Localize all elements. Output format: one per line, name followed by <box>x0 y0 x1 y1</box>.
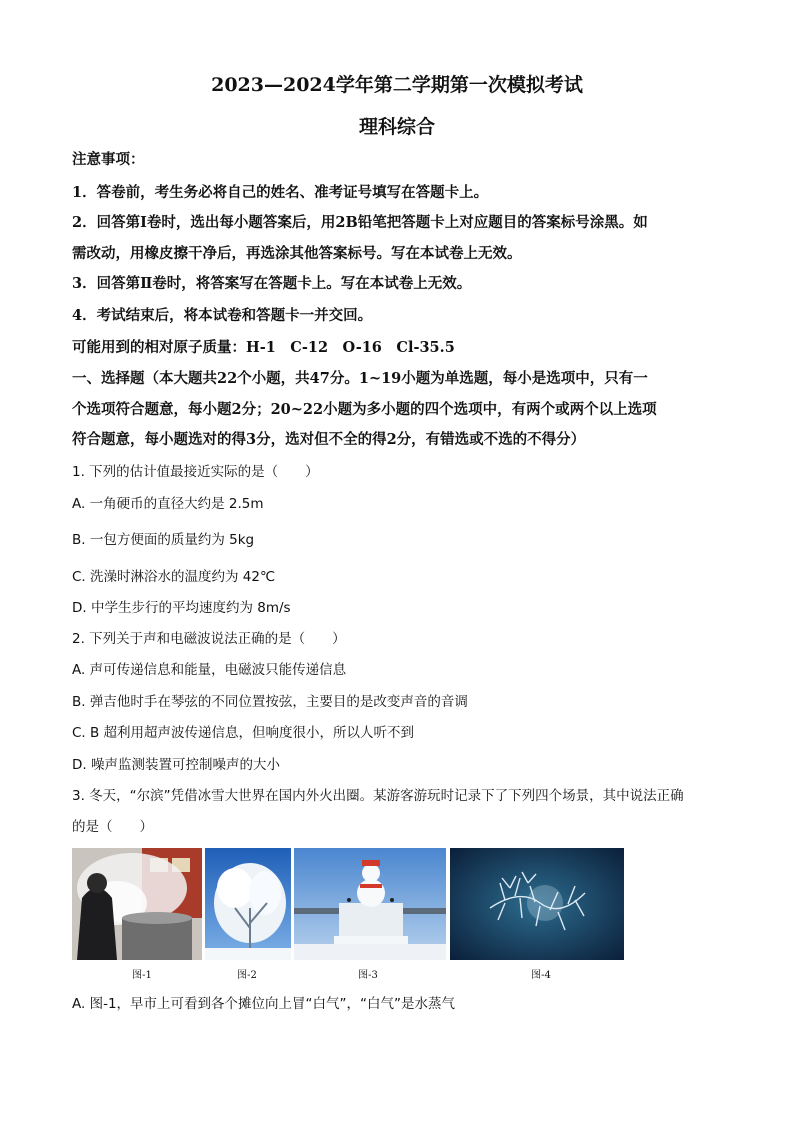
page-title: 2023—2024学年第二学期第一次模拟考试 <box>211 74 583 96</box>
q2-stem: 2. 下列关于声和电磁波说法正确的是（ ） <box>72 631 346 647</box>
notice-item-1: 1．答卷前，考生务必将自己的姓名、准考证号填写在答题卡上。 <box>72 184 489 201</box>
q3-figure-row <box>72 848 624 962</box>
figure-2-photo <box>205 848 291 960</box>
notice-item-4: 4．考试结束后，将本试卷和答题卡一并交回。 <box>72 307 373 324</box>
figure-1-caption: 图-1 <box>132 970 152 981</box>
figure-3-caption: 图-3 <box>358 970 378 981</box>
q3-option-a: A. 图-1，早市上可看到各个摊位向上冒“白气”，“白气”是水蒸气 <box>72 996 456 1012</box>
q1-option-a: A. 一角硬币的直径大约是 2.5m <box>72 496 264 512</box>
notice-item-2b: 需改动，用橡皮擦干净后，再选涂其他答案标号。写在本试卷上无效。 <box>72 245 522 262</box>
figure-4-caption: 图-4 <box>531 970 551 981</box>
notice-item-3: 3．回答第Ⅱ卷时，将答案写在答题卡上。写在本试卷上无效。 <box>72 275 472 292</box>
notice-heading: 注意事项： <box>72 151 145 168</box>
figure-3-photo <box>294 848 446 960</box>
section-heading-line-1: 一、选择题（本大题共22个小题，共47分。1~19小题为单选题，每小是选项中，只有一 <box>72 370 648 387</box>
q2-option-a: A. 声可传递信息和能量，电磁波只能传递信息 <box>72 662 347 678</box>
q2-option-d: D. 噪声监测装置可控制噪声的大小 <box>72 757 280 773</box>
notice-item-2a: 2．回答第Ⅰ卷时，选出每小题答案后，用2B铅笔把答题卡上对应题目的答案标号涂黑。如 <box>72 214 648 231</box>
section-heading-line-3: 符合题意，每小题选对的得3分，选对但不全的得2分，有错选或不选的不得分） <box>72 431 586 448</box>
q2-option-c: C. B 超利用超声波传递信息，但响度很小，所以人听不到 <box>72 725 415 741</box>
q1-option-d: D. 中学生步行的平均速度约为 8m/s <box>72 600 291 616</box>
q1-stem: 1. 下列的估计值最接近实际的是（ ） <box>72 464 319 480</box>
q1-option-b: B. 一包方便面的质量约为 5kg <box>72 532 255 548</box>
q2-option-b: B. 弹吉他时手在琴弦的不同位置按弦，主要目的是改变声音的音调 <box>72 694 468 710</box>
figure-1-photo <box>72 848 202 960</box>
q1-option-c: C. 洗澡时淋浴水的温度约为 42℃ <box>72 569 276 585</box>
figure-4-photo <box>450 848 624 960</box>
q3-stem-line-1: 3. 冬天，“尔滨”凭借冰雪大世界在国内外火出圈。某游客游玩时记录下了下列四个场景，其中说法正确 <box>72 788 684 804</box>
page-subtitle: 理科综合 <box>358 116 435 138</box>
atomic-mass-line: 可能用到的相对原子质量：H-1 C-12 O-16 Cl-35.5 <box>72 339 455 356</box>
figure-2-caption: 图-2 <box>237 970 257 981</box>
q3-stem-line-2: 的是（ ） <box>72 819 153 835</box>
section-heading-line-2: 个选项符合题意，每小题2分；20~22小题为多小题的四个选项中，有两个或两个以上选项 <box>72 401 657 418</box>
